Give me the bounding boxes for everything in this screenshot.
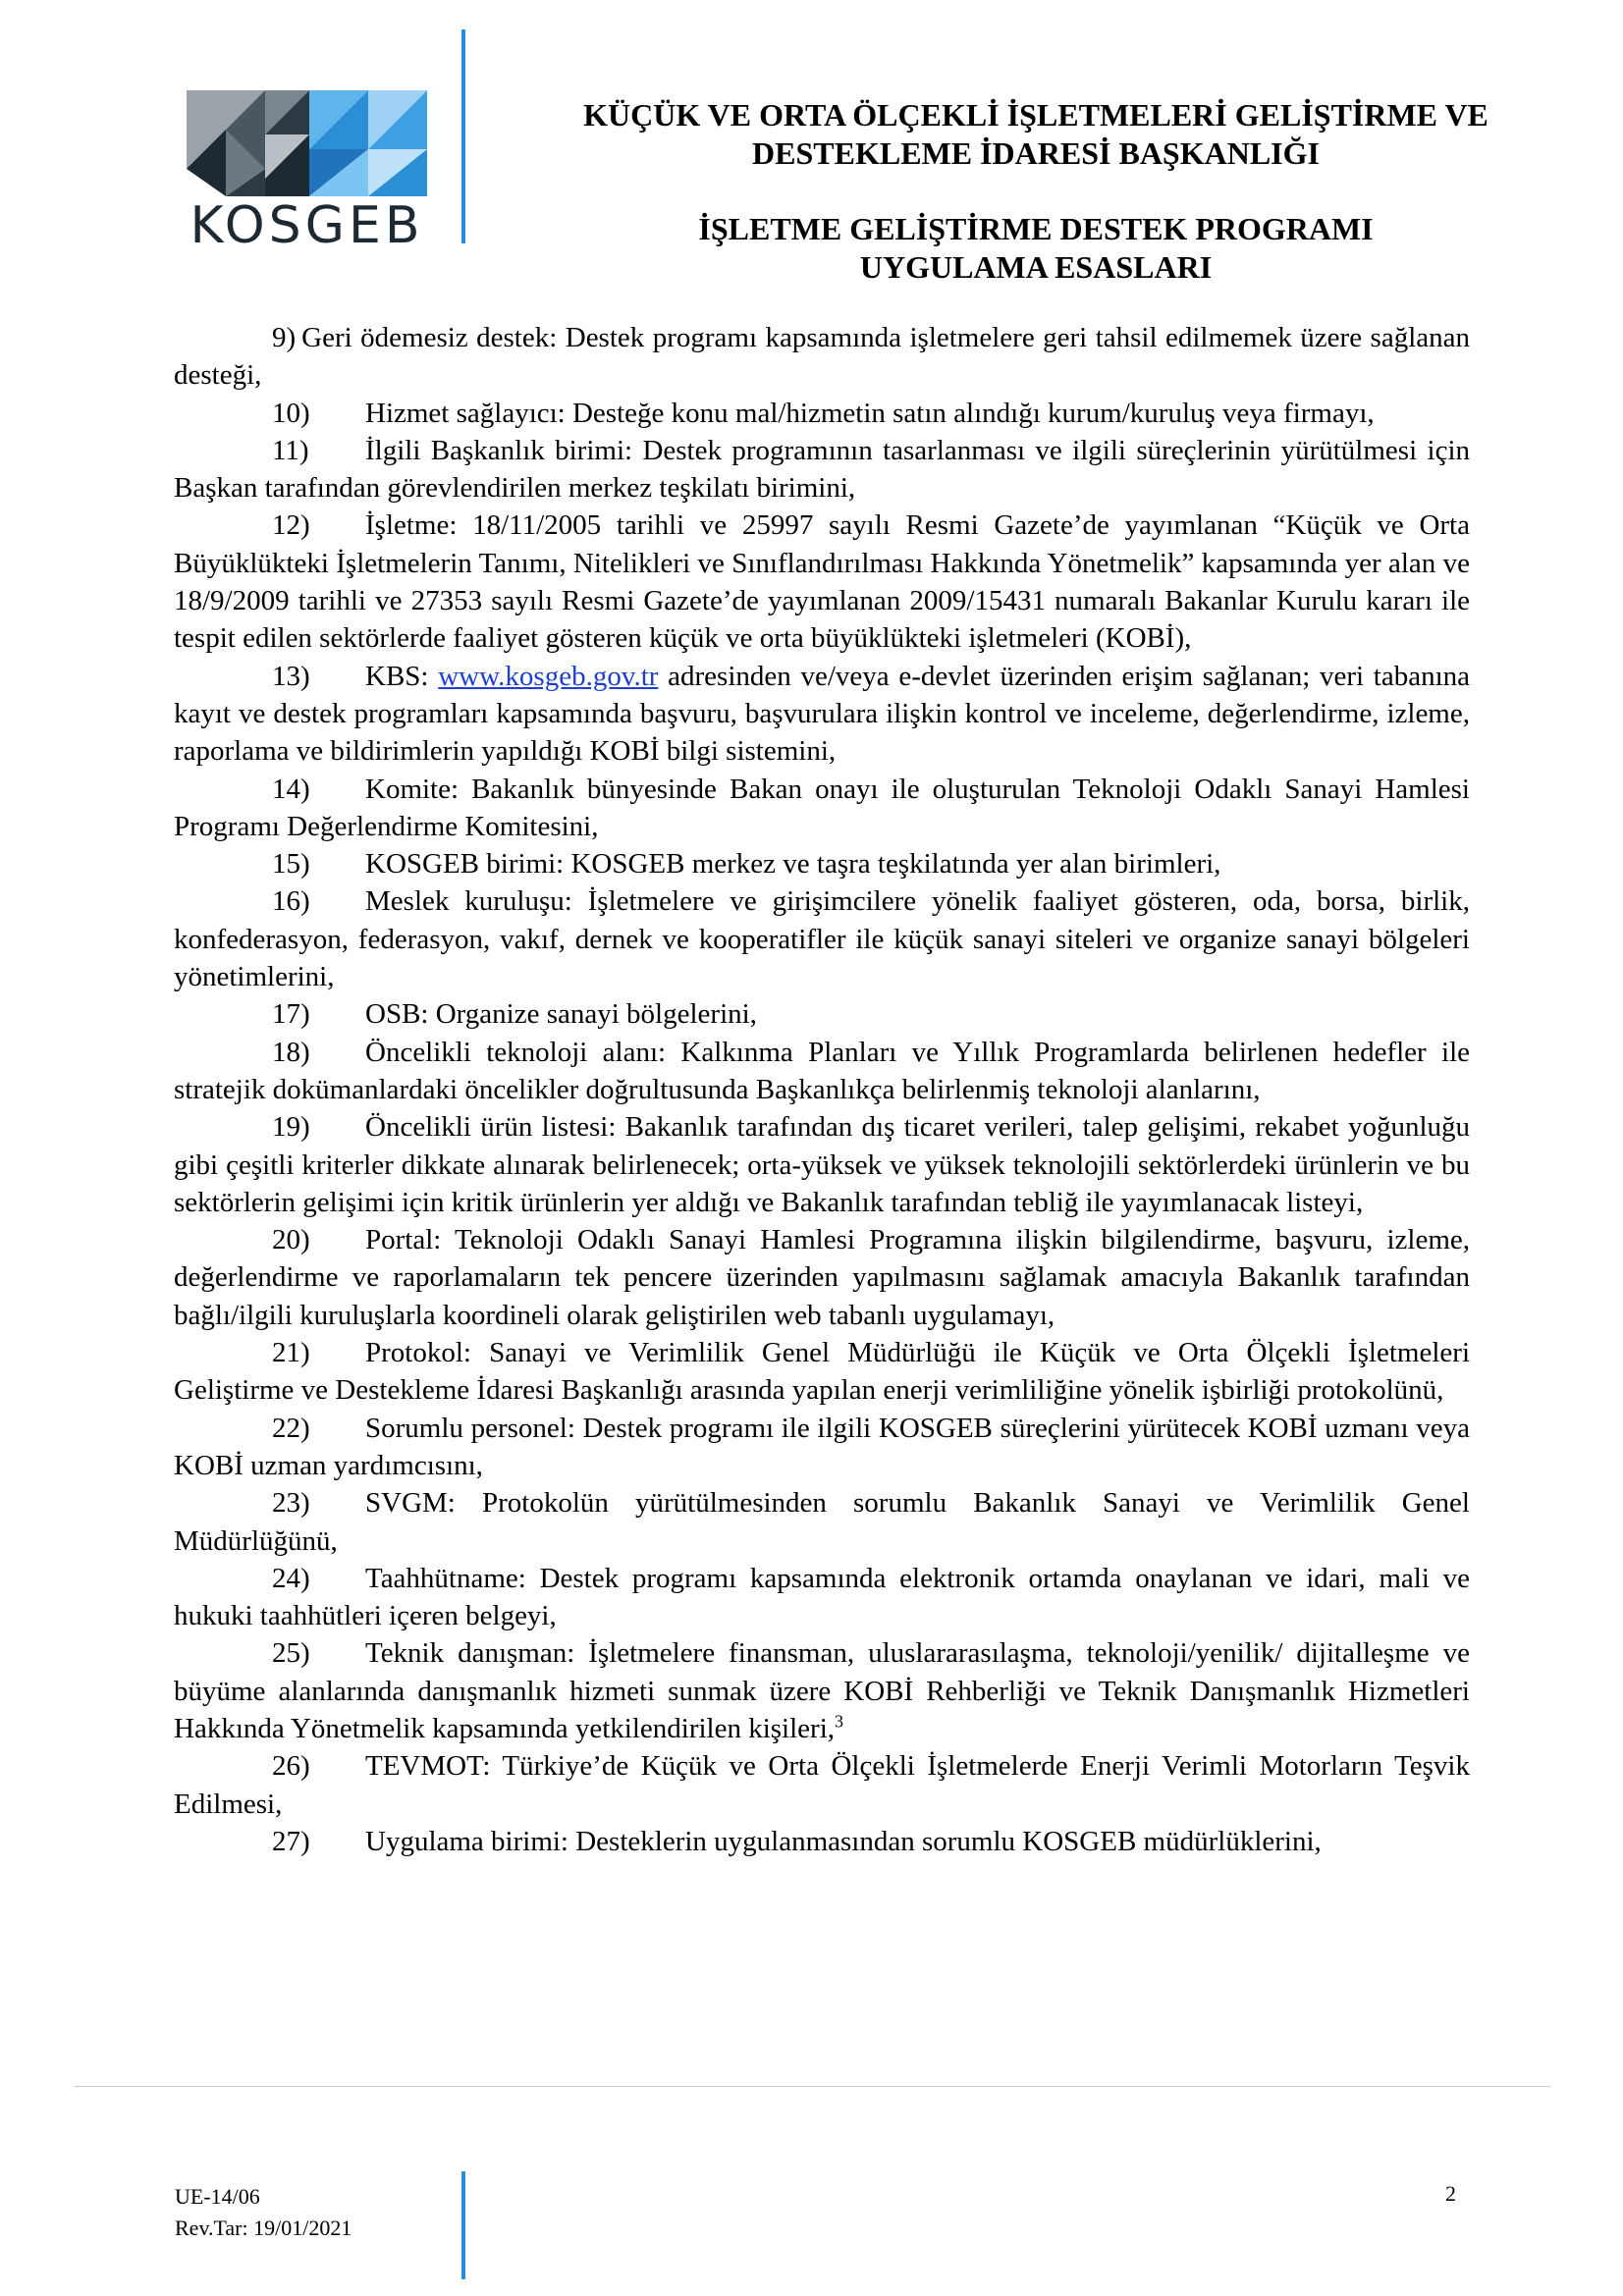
item-number: 24) (272, 1562, 310, 1594)
document-title-line2: UYGULAMA ESASLARI (859, 249, 1213, 285)
header-divider (461, 29, 465, 243)
item-text: KBS: (365, 660, 429, 692)
logo-mark-icon (187, 90, 427, 196)
item-number: 23) (272, 1487, 310, 1520)
definition-item (174, 1034, 1470, 1109)
item-number: 26) (272, 1750, 310, 1783)
definition-item (174, 1560, 1470, 1635)
definition-item (174, 507, 1470, 657)
revision-date: Rev.Tar: 19/01/2021 (175, 2216, 352, 2240)
definition-item (174, 1108, 1470, 1221)
item-text: İşletme: 18/11/2005 tarihli ve 25997 sayılı Resmi Gazete’de yayımlanan “Küçük ve Orta Büyüklükteki İşletmelerin Tanımı, Nitelikleri ve Sınıflandırılması Hakkında Yönetmelik” kapsamında yer alan ve 18/9/2009 tarihli ve 27353 sayılı Resmi Gazete’de yayımlanan 2009/15431 numaralı Bakanlar Kurulu kararı ile tespit edilen sektörlerde faaliyet gösteren küçük ve orta büyüklükteki işletmeleri (KOBİ), (174, 509, 1470, 655)
item-text: adresinden ve/veya e-devlet üzerinden erişim sağlanan; veri tabanına kayıt ve destek programları kapsamında başvuru, başvurulara ilişkin kontrol ve inceleme, değerlendirme, izleme, raporlama ve bildirimlerin yapıldığı KOBİ bilgi sistemini, (174, 660, 1471, 768)
item-text: Portal: Teknoloji Odaklı Sanayi Hamlesi Programına ilişkin bilgilendirme, başvuru, izleme, değerlendirme ve raporlamaların tek pencere üzerinden yapılmasını sağlamak amacıyla Bakanlık tarafından bağlı/ilgili kuruluşlarla koordineli olarak geliştirilen web tabanlı uygulamayı, (174, 1224, 1470, 1331)
item-number: 10) (272, 397, 310, 429)
item-number: 18) (272, 1036, 310, 1068)
definition-item (174, 395, 1470, 432)
item-number: 19) (272, 1111, 310, 1144)
definition-item (174, 845, 1470, 882)
institution-title-line2: DESTEKLEME İDARESİ BAŞKANLIĞI (752, 135, 1320, 171)
item-number: 22) (272, 1412, 310, 1444)
definition-item (174, 882, 1470, 995)
item-text: Taahhütname: Destek programı kapsamında elektronik ortamda onaylanan ve idari, mali ve hukuki taahhütleri içeren belgeyi, (174, 1562, 1470, 1632)
definition-item (174, 1221, 1470, 1334)
item-text: Geri ödemesiz destek: Destek programı kapsamında işletmelere geri tahsil edilmemek üzere sağlanan desteği, (174, 322, 1470, 392)
item-number: 11) (272, 434, 309, 466)
item-text: KOSGEB birimi: KOSGEB merkez ve taşra teşkilatında yer alan birimleri, (365, 848, 1221, 881)
item-text: Meslek kuruluşu: İşletmelere ve girişimcilere yönelik faaliyet gösteren, oda, borsa, birlik, konfederasyon, federasyon, vakıf, dernek ve kooperatifler ile küçük sanayi siteleri ve organize sanayi bölgeleri yönetimlerini, (174, 885, 1470, 993)
item-number: 20) (272, 1224, 310, 1256)
definition-item (174, 1410, 1470, 1485)
definition-item (174, 771, 1470, 846)
definition-item (174, 1634, 1470, 1747)
footer-document-info (175, 2181, 352, 2244)
definition-item (174, 1823, 1470, 1860)
item-number: 14) (272, 773, 310, 805)
item-text: Öncelikli ürün listesi: Bakanlık tarafından dış ticaret verileri, talep gelişimi, rekabet yoğunluğu gibi çeşitli kriterler dikkate alınarak belirlenecek; orta-yüksek ve yüksek teknolojili sektörlerdeki ürünlerin ve bu sektörlerin gelişimi için kritik ürünlerin yer aldığı ve Bakanlık tarafından tebliğ ile yayımlanacak listeyi, (174, 1111, 1470, 1218)
item-number: 15) (272, 848, 310, 881)
definitions-list (174, 319, 1470, 1860)
institution-title-line1: KÜÇÜK VE ORTA ÖLÇEKLİ İŞLETMELERİ GELİŞTİRME VE (583, 97, 1488, 133)
item-text: Öncelikli teknoloji alanı: Kalkınma Planları ve Yıllık Programlarda belirlenen hedefler ile stratejik dokümanlardaki öncelikler doğrultusunda Başkanlıkça belirlenmiş teknoloji alanlarını, (174, 1036, 1470, 1105)
item-number: 27) (272, 1825, 310, 1857)
item-text: Komite: Bakanlık bünyesinde Bakan onayı ile oluşturulan Teknoloji Odaklı Sanayi Hamlesi Programı Değerlendirme Komitesini, (174, 773, 1470, 842)
item-text: SVGM: Protokolün yürütülmesinden sorumlu Bakanlık Sanayi ve Verimlilik Genel Müdürlüğünü, (174, 1487, 1470, 1557)
item-text: TEVMOT: Türkiye’de Küçük ve Orta Ölçekli İşletmelerde Enerji Verimli Motorların Teşvik Edilmesi, (174, 1750, 1470, 1820)
item-text: Teknik danışman: İşletmelere finansman, uluslararasılaşma, teknoloji/yenilik/ dijitalleşme ve büyüme alanlarında danışmanlık hizmeti sunmak üzere KOBİ Rehberliği ve Teknik Danışmanlık Hizmetleri Hakkında Yönetmelik kapsamında yetkilendirilen kişileri, (174, 1637, 1470, 1744)
item-number: 21) (272, 1337, 310, 1369)
page-number: 2 (1445, 2181, 1456, 2206)
footer-separator (74, 2086, 1551, 2087)
definition-item (174, 319, 1470, 395)
institution-title (481, 96, 1591, 173)
kosgeb-logo (187, 90, 427, 255)
item-text: Sorumlu personel: Destek programı ile ilgili KOSGEB süreçlerini yürütecek KOBİ uzmanı veya KOBİ uzman yardımcısını, (174, 1412, 1470, 1481)
item-number: 13) (272, 660, 310, 692)
kosgeb-website-link[interactable]: www.kosgeb.gov.tr (438, 660, 659, 692)
document-code: UE-14/06 (175, 2184, 260, 2209)
item-number: 25) (272, 1637, 310, 1670)
item-text: Hizmet sağlayıcı: Desteğe konu mal/hizmetin satın alındığı kurum/kuruluş veya firmayı, (365, 397, 1375, 429)
document-title-line1: İŞLETME GELİŞTİRME DESTEK PROGRAMI (698, 211, 1374, 246)
item-number: 12) (272, 509, 310, 542)
definition-item (174, 1747, 1470, 1823)
item-text: OSB: Organize sanayi bölgelerini, (365, 998, 757, 1031)
item-text: Uygulama birimi: Desteklerin uygulanmasından sorumlu KOSGEB müdürlüklerini, (365, 1825, 1322, 1857)
item-number: 9) (272, 322, 297, 353)
document-title (481, 210, 1591, 287)
definition-item (174, 658, 1470, 771)
definition-item (174, 995, 1470, 1033)
page-header (0, 0, 1623, 294)
item-number: 17) (272, 998, 310, 1031)
logo-wordmark: KOSGEB (189, 196, 424, 255)
definition-item (174, 1334, 1470, 1410)
definition-item (174, 1484, 1470, 1560)
definition-item (174, 432, 1470, 507)
item-text: Protokol: Sanayi ve Verimlilik Genel Müdürlüğü ile Küçük ve Orta Ölçekli İşletmeleri Geliştirme ve Destekleme İdaresi Başkanlığı arasında yapılan enerji verimliliğine yönelik işbirliği protokolünü, (174, 1337, 1470, 1407)
footer-divider (461, 2171, 465, 2279)
footnote-marker[interactable]: 3 (835, 1711, 844, 1732)
item-text: İlgili Başkanlık birimi: Destek programının tasarlanması ve ilgili süreçlerinin yürütülmesi için Başkan tarafından görevlendirilen merkez teşkilatı birimini, (174, 434, 1470, 505)
item-number: 16) (272, 885, 310, 918)
